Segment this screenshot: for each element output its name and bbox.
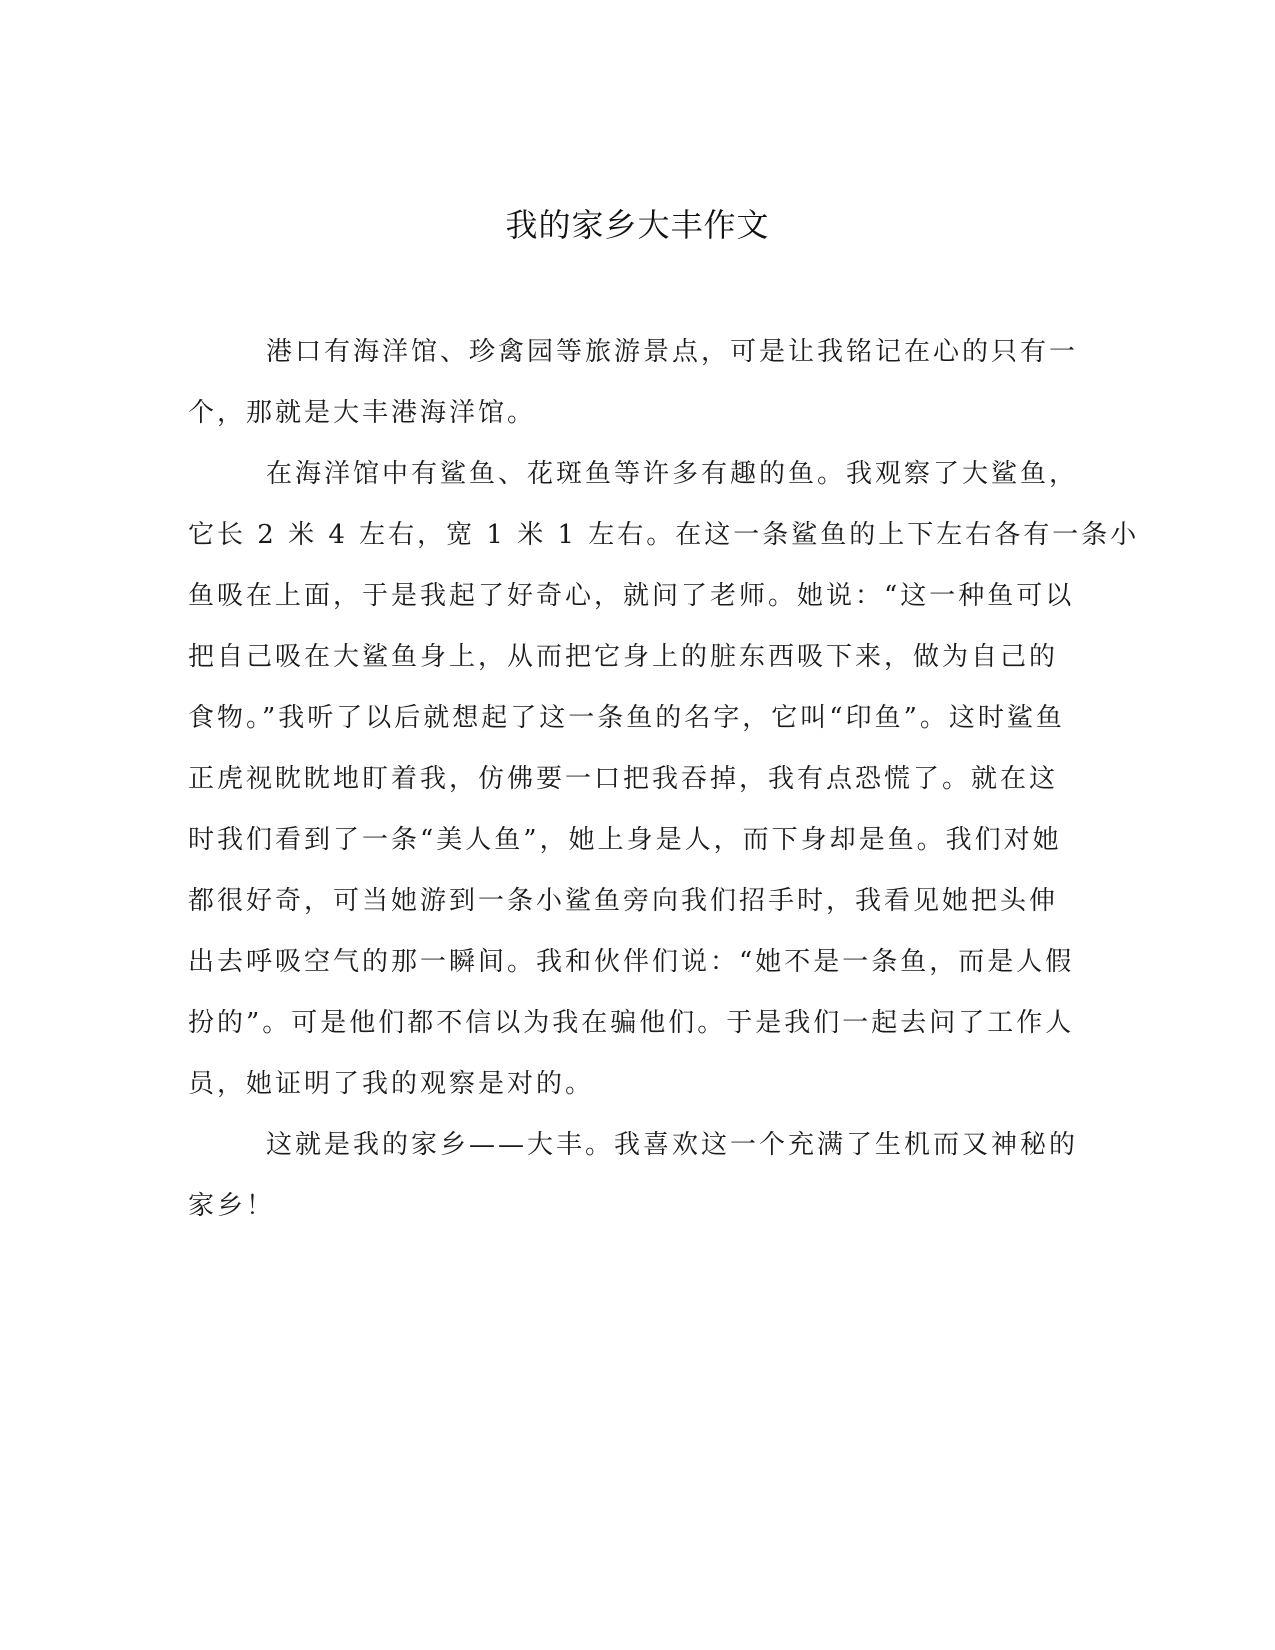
text-line: 出去呼吸空气的那一瞬间。我和伙伴们说：“她不是一条鱼，而是人假 <box>188 947 1075 977</box>
text-line: 时我们看到了一条“美人鱼”，她上身是人，而下身却是鱼。我们对她 <box>188 825 1062 855</box>
document-title: 我的家乡大丰作文 <box>505 206 770 244</box>
text-line: 家乡！ <box>188 1191 276 1221</box>
text-line: 在海洋馆中有鲨鱼、花斑鱼等许多有趣的鱼。我观察了大鲨鱼， <box>266 459 1079 489</box>
text-line: 扮的”。可是他们都不信以为我在骗他们。于是我们一起去问了工作人 <box>188 1008 1075 1038</box>
paragraph-2 <box>188 444 1140 1115</box>
text-line: 它长 2 米 4 左右，宽 1 米 1 左右。在这一条鲨鱼的上下左右各有一条小 <box>188 520 1140 550</box>
text-line: 这就是我的家乡——大丰。我喜欢这一个充满了生机而又神秘的 <box>266 1130 1079 1160</box>
text-line: 个，那就是大丰港海洋馆。 <box>188 398 537 428</box>
text-line: 食物。”我听了以后就想起了这一条鱼的名字，它叫“印鱼”。这时鲨鱼 <box>188 703 1065 733</box>
text-line: 把自己吸在大鲨鱼身上，从而把它身上的脏东西吸下来，做为自己的 <box>188 642 1059 672</box>
text-line: 鱼吸在上面，于是我起了好奇心，就问了老师。她说：“这一种鱼可以 <box>188 581 1075 611</box>
essay-body <box>188 322 1140 1237</box>
text-line: 都很好奇，可当她游到一条小鲨鱼旁向我们招手时，我看见她把头伸 <box>188 886 1059 916</box>
text-line: 正虎视眈眈地盯着我，仿佛要一口把我吞掉，我有点恐慌了。就在这 <box>188 764 1059 794</box>
text-line: 员，她证明了我的观察是对的。 <box>188 1069 595 1099</box>
paragraph-1 <box>188 322 1088 444</box>
paragraph-3 <box>188 1115 1088 1237</box>
text-line: 港口有海洋馆、珍禽园等旅游景点，可是让我铭记在心的只有一 <box>266 337 1079 367</box>
